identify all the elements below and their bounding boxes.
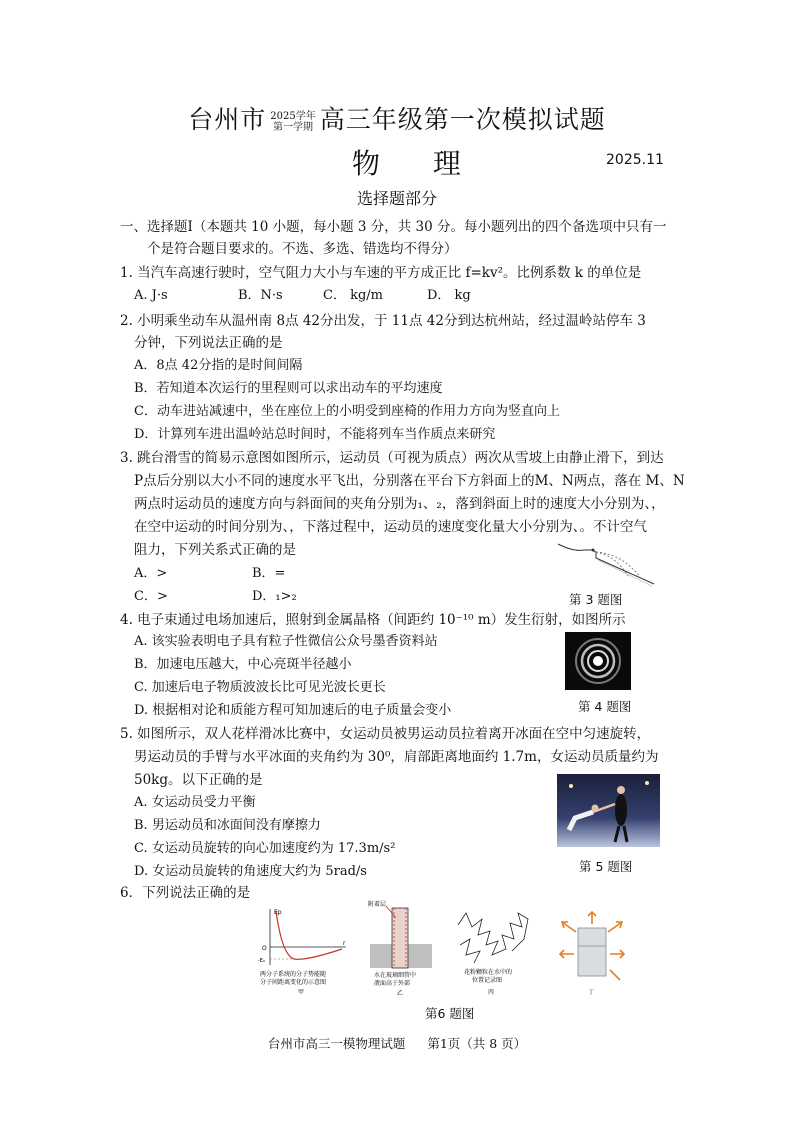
title-city: 台州市 <box>188 105 267 134</box>
q2-stem-1: 2. 小明乘坐动车从温州南 8点 42分出发，于 11点 42分到达杭州站，经过温岭站停车 3 <box>120 313 646 329</box>
q5-line-1: 5. 如图所示，双人花样滑冰比赛中，女运动员被男运动员拉着离开冰面在空中匀速旋转， <box>120 726 651 742</box>
graph-origin-label: O <box>262 945 267 952</box>
q4-stem: 4. 电子束通过电场加速后，照射到金属晶格（间距约 10⁻¹⁰ m）发生衍射，如图所示 <box>120 612 626 628</box>
section-title: 选择题部分 <box>356 189 437 208</box>
fig-ding-label: 丁 <box>588 989 595 996</box>
exam-date: 2025.11 <box>606 152 664 168</box>
q5-figure-caption: 第 5 题图 <box>579 859 633 874</box>
footer-page-number: 第1页（共 8 页） <box>427 1036 527 1051</box>
q2-option-a: A．8点 42分指的是时间间隔 <box>134 358 303 373</box>
q5-option-d: D. 女运动员旋转的角速度大约为 5rad/s <box>134 864 367 879</box>
q1-stem: 1. 当汽车高速行驶时，空气阻力大小与车速的平方成正比 f=kv²。比例系数 k 的单位是 <box>120 265 642 281</box>
q3-line-3: 两点时运动员的速度方向与斜面间的夹角分别为₁、₂，落到斜面上时的速度大小分别为、， <box>134 496 665 512</box>
q5-option-a: A. 女运动员受力平衡 <box>134 795 256 810</box>
q3-line-5: 阻力，下列关系式正确的是 <box>134 542 296 558</box>
exam-title <box>0 100 794 136</box>
q3-option-d: D．₁>₂ <box>252 589 297 604</box>
potential-energy-graph <box>258 905 350 995</box>
fig-yi-caption-1: 水在玻璃细管中 <box>374 972 417 979</box>
q5-line-2: 男运动员的手臂与水平冰面的夹角约为 30⁰，肩部距离地面约 1.7m，女运动员质量约为 <box>134 749 659 765</box>
q5-line-3: 50kg。以下正确的是 <box>134 772 263 788</box>
q6-figure-caption: 第6 题图 <box>425 1006 475 1021</box>
q4-option-b: B．加速电压越大，中心亮斑半径越小 <box>134 657 352 672</box>
refrigerator-diagram <box>556 910 630 998</box>
q2-option-b: B．若知道本次运行的里程则可以求出动车的平均速度 <box>134 381 443 396</box>
q3-line-4: 在空中运动的时间分别为、，下落过程中，运动员的速度变化量大小分别为、。不计空气 <box>134 519 647 535</box>
capillary-tube-diagram <box>366 900 436 996</box>
electron-diffraction-image <box>565 632 631 690</box>
fig-yi-caption-2: 液面高于外部 <box>374 980 411 987</box>
q3-option-b: B．= <box>252 566 286 581</box>
fig-bing-label: 丙 <box>488 989 495 995</box>
q6-stem: 6．下列说法正确的是 <box>120 885 251 901</box>
q3-option-a: A．> <box>134 566 168 581</box>
part1-line2: 个是符合题目要求的。不选、多选、错选均不得分） <box>147 241 458 257</box>
q1-option-b: B．N·s <box>238 288 283 303</box>
q4-option-a: A. 该实验表明电子具有粒子性微信公众号墨香资料站 <box>134 634 438 649</box>
adhesion-layer-label: 附着层 <box>368 901 387 908</box>
q2-option-d: D．计算列车进出温岭站总时间时，不能将列车当作质点来研究 <box>134 427 496 442</box>
graph-ep-label: Ep <box>274 909 282 916</box>
q4-option-d: D. 根据相对论和质能方程可知加速后的电子质量会变小 <box>134 703 452 718</box>
q5-option-c: C. 女运动员旋转的向心加速度约为 17.3m/s² <box>134 841 396 856</box>
q5-option-b: B. 男运动员和冰面间没有摩擦力 <box>134 818 321 833</box>
fig-jia-caption-1: 两分子系统的分子势能随 <box>260 971 327 978</box>
q3-line-1: 3. 跳台滑雪的简易示意图如图所示，运动员（可视为质点）两次从雪坡上由静止滑下，到达 <box>120 450 664 466</box>
page-footer <box>0 1034 794 1052</box>
q4-figure-caption: 第 4 题图 <box>578 699 632 714</box>
footer-title: 台州市高三一模物理试题 <box>267 1036 406 1051</box>
fig-bing-caption-1: 花粉颗粒在水中的 <box>464 969 513 976</box>
fig-bing-caption-2: 位置记录图 <box>472 977 503 984</box>
q2-option-c: C．动车进站减速中，坐在座位上的小明受到座椅的作用力方向为竖直向上 <box>134 404 560 419</box>
q1-option-c: C． kg/m <box>323 288 383 303</box>
part1-line1: 一、选择题Ⅰ（本题共 10 小题，每小题 3 分，共 30 分。每小题列出的四个备选项中只有一 <box>120 219 667 235</box>
q3-line-2: P点后分别以大小不同的速度水平飞出，分别落在平台下方斜面上的M、N两点，落在 M、N <box>134 473 685 489</box>
title-year: 2025学年 <box>270 110 316 122</box>
fig-jia-label: 甲 <box>298 989 305 995</box>
q1-option-a: A. J·s <box>134 288 168 303</box>
fig-yi-label: 乙 <box>397 990 404 996</box>
q2-stem-2: 分钟，下列说法正确的是 <box>134 335 283 351</box>
title-term <box>270 111 315 133</box>
graph-e0-label: -E₀ <box>258 958 265 964</box>
q4-option-c: C. 加速后电子物质波波长比可见光波长更长 <box>134 680 386 695</box>
ski-jump-diagram <box>556 538 656 590</box>
fig-jia-caption-2: 分子间距离变化的示意图 <box>260 979 327 986</box>
q3-figure-caption: 第 3 题图 <box>569 592 623 607</box>
q3-option-c: C．> <box>134 589 168 604</box>
figure-skating-photo <box>557 774 660 847</box>
graph-r-label: r <box>343 940 346 947</box>
brownian-motion-diagram <box>452 905 534 995</box>
q1-option-d: D． kg <box>427 288 471 303</box>
subject-title: 物 理 <box>352 147 483 180</box>
title-rest: 高三年级第一次模拟试题 <box>319 105 606 134</box>
title-semester: 第一学期 <box>272 121 313 133</box>
